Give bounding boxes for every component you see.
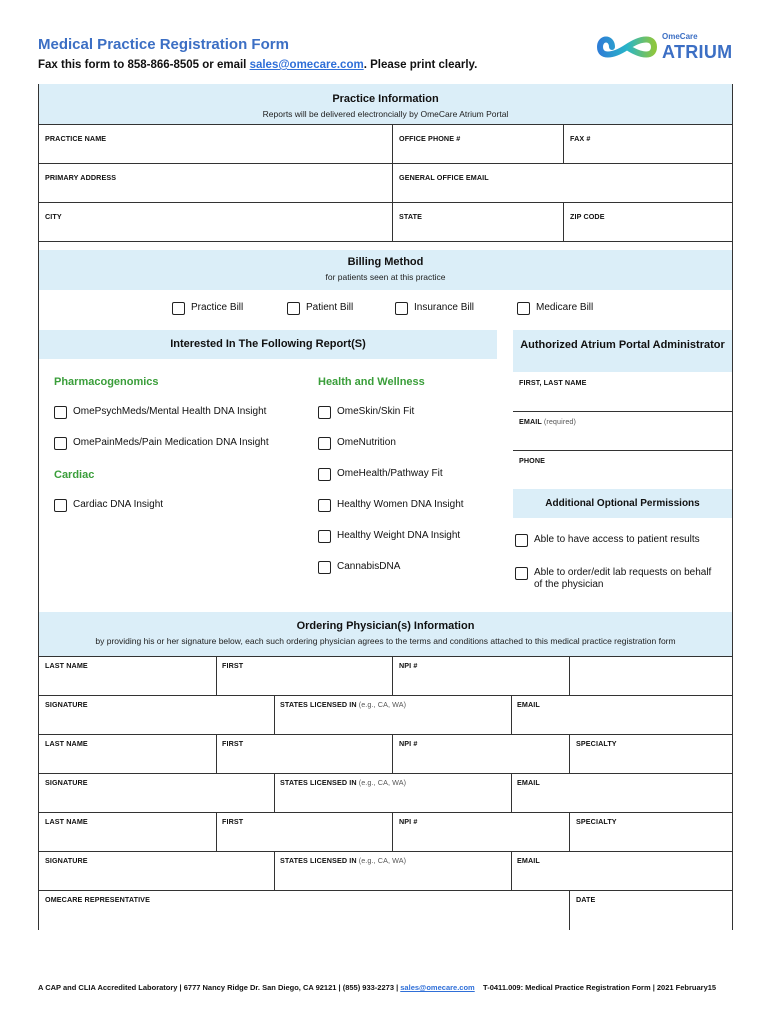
physician1-first-field[interactable]: FIRST — [222, 661, 244, 670]
insurance-bill-checkbox[interactable] — [395, 302, 474, 315]
pharmacogenomics-heading: Pharmacogenomics — [54, 376, 159, 388]
page-subtitle — [38, 59, 477, 71]
permissions-band — [513, 489, 732, 518]
reports-heading: Interested In The Following Report(S) — [170, 338, 366, 350]
physicians-band — [39, 612, 732, 656]
omecare-atrium-logo — [596, 32, 736, 66]
painmeds-checkbox[interactable] — [54, 437, 269, 450]
practice-name-field[interactable]: PRACTICE NAME — [45, 134, 107, 143]
omenutrition-checkbox[interactable] — [318, 437, 396, 450]
checkbox-label: CannabisDNA — [337, 561, 401, 572]
checkbox-label: OmeNutrition — [337, 437, 396, 448]
checkbox-label: Healthy Women DNA Insight — [337, 499, 464, 510]
checkbox-box[interactable] — [318, 437, 331, 450]
state-field[interactable]: STATE — [399, 212, 422, 221]
cardiac-heading: Cardiac — [54, 469, 95, 481]
cardiac-dna-checkbox[interactable] — [54, 499, 163, 512]
states-label: STATES LICENSED IN — [280, 856, 357, 865]
checkbox-label: OmeHealth/Pathway Fit — [337, 468, 443, 479]
checkbox-box[interactable] — [318, 561, 331, 574]
billing-sub: for patients seen at this practice — [325, 272, 446, 282]
checkbox-label: OmeSkin/Skin Fit — [337, 406, 415, 417]
sales-email-link[interactable]: sales@omecare.com — [249, 59, 364, 71]
health-wellness-heading: Health and Wellness — [318, 376, 425, 388]
primary-address-field[interactable]: PRIMARY ADDRESS — [45, 173, 117, 182]
patient-bill-checkbox[interactable] — [287, 302, 353, 315]
checkbox-label: Able to have access to patient results — [534, 534, 700, 545]
checkbox-box[interactable] — [515, 567, 528, 580]
date-field[interactable]: DATE — [576, 895, 596, 904]
footer — [38, 983, 733, 992]
physicians-heading: Ordering Physician(s) Information — [296, 620, 475, 632]
checkbox-box[interactable] — [395, 302, 408, 315]
physician1-states-field[interactable] — [280, 700, 406, 709]
physician3-npi-field[interactable]: NPI # — [399, 817, 418, 826]
physician3-states-field[interactable] — [280, 856, 406, 865]
checkbox-box[interactable] — [172, 302, 185, 315]
physician2-specialty-field[interactable]: SPECIALTY — [576, 739, 617, 748]
physician2-first-field[interactable]: FIRST — [222, 739, 244, 748]
infinity-icon — [596, 32, 658, 62]
checkbox-box[interactable] — [517, 302, 530, 315]
checkbox-label: Healthy Weight DNA Insight — [337, 530, 461, 541]
office-phone-field[interactable]: OFFICE PHONE # — [399, 134, 461, 143]
omeskin-checkbox[interactable] — [318, 406, 414, 419]
checkbox-label: Medicare Bill — [536, 302, 594, 313]
omecare-rep-field[interactable]: OMECARE REPRESENTATIVE — [45, 895, 150, 904]
checkbox-label: Practice Bill — [191, 302, 244, 313]
admin-band — [513, 330, 732, 372]
practice-bill-checkbox[interactable] — [172, 302, 243, 315]
footer-email-link[interactable]: sales@omecare.com — [400, 983, 475, 992]
physician3-email-field[interactable]: EMAIL — [517, 856, 540, 865]
states-hint: (e.g., CA, WA) — [358, 856, 407, 865]
logo-main-text: ATRIUM — [662, 42, 733, 62]
states-label: STATES LICENSED IN — [280, 700, 357, 709]
admin-name-field[interactable]: FIRST, LAST NAME — [519, 378, 587, 387]
psychmeds-checkbox[interactable] — [54, 406, 266, 419]
physician3-signature-field[interactable]: SIGNATURE — [45, 856, 88, 865]
physicians-sub: by providing his or her signature below, each such ordering physician agrees to the terms and conditions attached to this medical practice registration form — [95, 636, 676, 646]
checkbox-box[interactable] — [287, 302, 300, 315]
checkbox-box[interactable] — [318, 406, 331, 419]
page-title: Medical Practice Registration Form — [38, 36, 289, 53]
logo-top-text: OmeCare — [662, 32, 698, 41]
omehealth-checkbox[interactable] — [318, 468, 443, 481]
registration-form — [38, 84, 733, 930]
practice-info-sub: Reports will be delivered electroncially by OmeCare Atrium Portal — [262, 109, 509, 119]
physician1-last-name-field[interactable]: LAST NAME — [45, 661, 88, 670]
states-hint: (e.g., CA, WA) — [358, 700, 407, 709]
order-edit-checkbox[interactable] — [515, 567, 715, 591]
checkbox-label: Able to order/edit lab requests on behalf of the physician — [534, 567, 712, 590]
medicare-bill-checkbox[interactable] — [517, 302, 593, 315]
practice-info-heading: Practice Information — [332, 93, 439, 105]
general-email-field[interactable]: GENERAL OFFICE EMAIL — [399, 173, 489, 182]
physician2-email-field[interactable]: EMAIL — [517, 778, 540, 787]
cannabisdna-checkbox[interactable] — [318, 561, 400, 574]
checkbox-box[interactable] — [54, 437, 67, 450]
reports-band — [39, 330, 497, 359]
admin-phone-field[interactable]: PHONE — [519, 456, 546, 465]
healthy-women-checkbox[interactable] — [318, 499, 464, 512]
fax-field[interactable]: FAX # — [570, 134, 591, 143]
physician2-signature-field[interactable]: SIGNATURE — [45, 778, 88, 787]
checkbox-label: Insurance Bill — [414, 302, 475, 313]
checkbox-label: Patient Bill — [306, 302, 354, 313]
subtitle-prefix: Fax this form to 858-866-8505 or email — [38, 59, 250, 71]
checkbox-box[interactable] — [318, 468, 331, 481]
physician2-states-field[interactable] — [280, 778, 406, 787]
footer-suffix: T-0411.009: Medical Practice Registration Form | 2021 February15 — [474, 983, 717, 992]
billing-band — [39, 250, 732, 290]
admin-heading: Authorized Atrium Portal Administrator — [520, 339, 725, 351]
checkbox-label: OmePsychMeds/Mental Health DNA Insight — [73, 406, 267, 417]
physician1-signature-field[interactable]: SIGNATURE — [45, 700, 88, 709]
checkbox-box[interactable] — [54, 406, 67, 419]
physician3-last-name-field[interactable]: LAST NAME — [45, 817, 88, 826]
physician3-first-field[interactable]: FIRST — [222, 817, 244, 826]
city-field[interactable]: CITY — [45, 212, 62, 221]
practice-info-band — [39, 84, 732, 124]
states-hint: (e.g., CA, WA) — [358, 778, 407, 787]
healthy-weight-checkbox[interactable] — [318, 530, 460, 543]
physician2-last-name-field[interactable]: LAST NAME — [45, 739, 88, 748]
billing-heading: Billing Method — [347, 256, 424, 268]
states-label: STATES LICENSED IN — [280, 778, 357, 787]
permissions-heading: Additional Optional Permissions — [545, 498, 700, 509]
subtitle-suffix: . Please print clearly. — [363, 59, 478, 71]
physician3-specialty-field[interactable]: SPECIALTY — [576, 817, 617, 826]
zip-field[interactable]: ZIP CODE — [570, 212, 605, 221]
footer-prefix: A CAP and CLIA Accredited Laboratory | 6777 Nancy Ridge Dr. San Diego, CA 92121 | (855) 933-2273 | — [38, 983, 401, 992]
checkbox-label: Cardiac DNA Insight — [73, 499, 164, 510]
admin-email-hint: (required) — [543, 417, 577, 426]
checkbox-label: OmePainMeds/Pain Medication DNA Insight — [73, 437, 269, 448]
checkbox-box[interactable] — [318, 499, 331, 512]
physician2-npi-field[interactable]: NPI # — [399, 739, 418, 748]
patient-results-checkbox[interactable] — [515, 534, 715, 547]
admin-email-label: EMAIL — [519, 417, 542, 426]
physician1-npi-field[interactable]: NPI # — [399, 661, 418, 670]
checkbox-box[interactable] — [515, 534, 528, 547]
admin-email-field[interactable] — [519, 417, 576, 426]
checkbox-box[interactable] — [318, 530, 331, 543]
checkbox-box[interactable] — [54, 499, 67, 512]
physician1-email-field[interactable]: EMAIL — [517, 700, 540, 709]
